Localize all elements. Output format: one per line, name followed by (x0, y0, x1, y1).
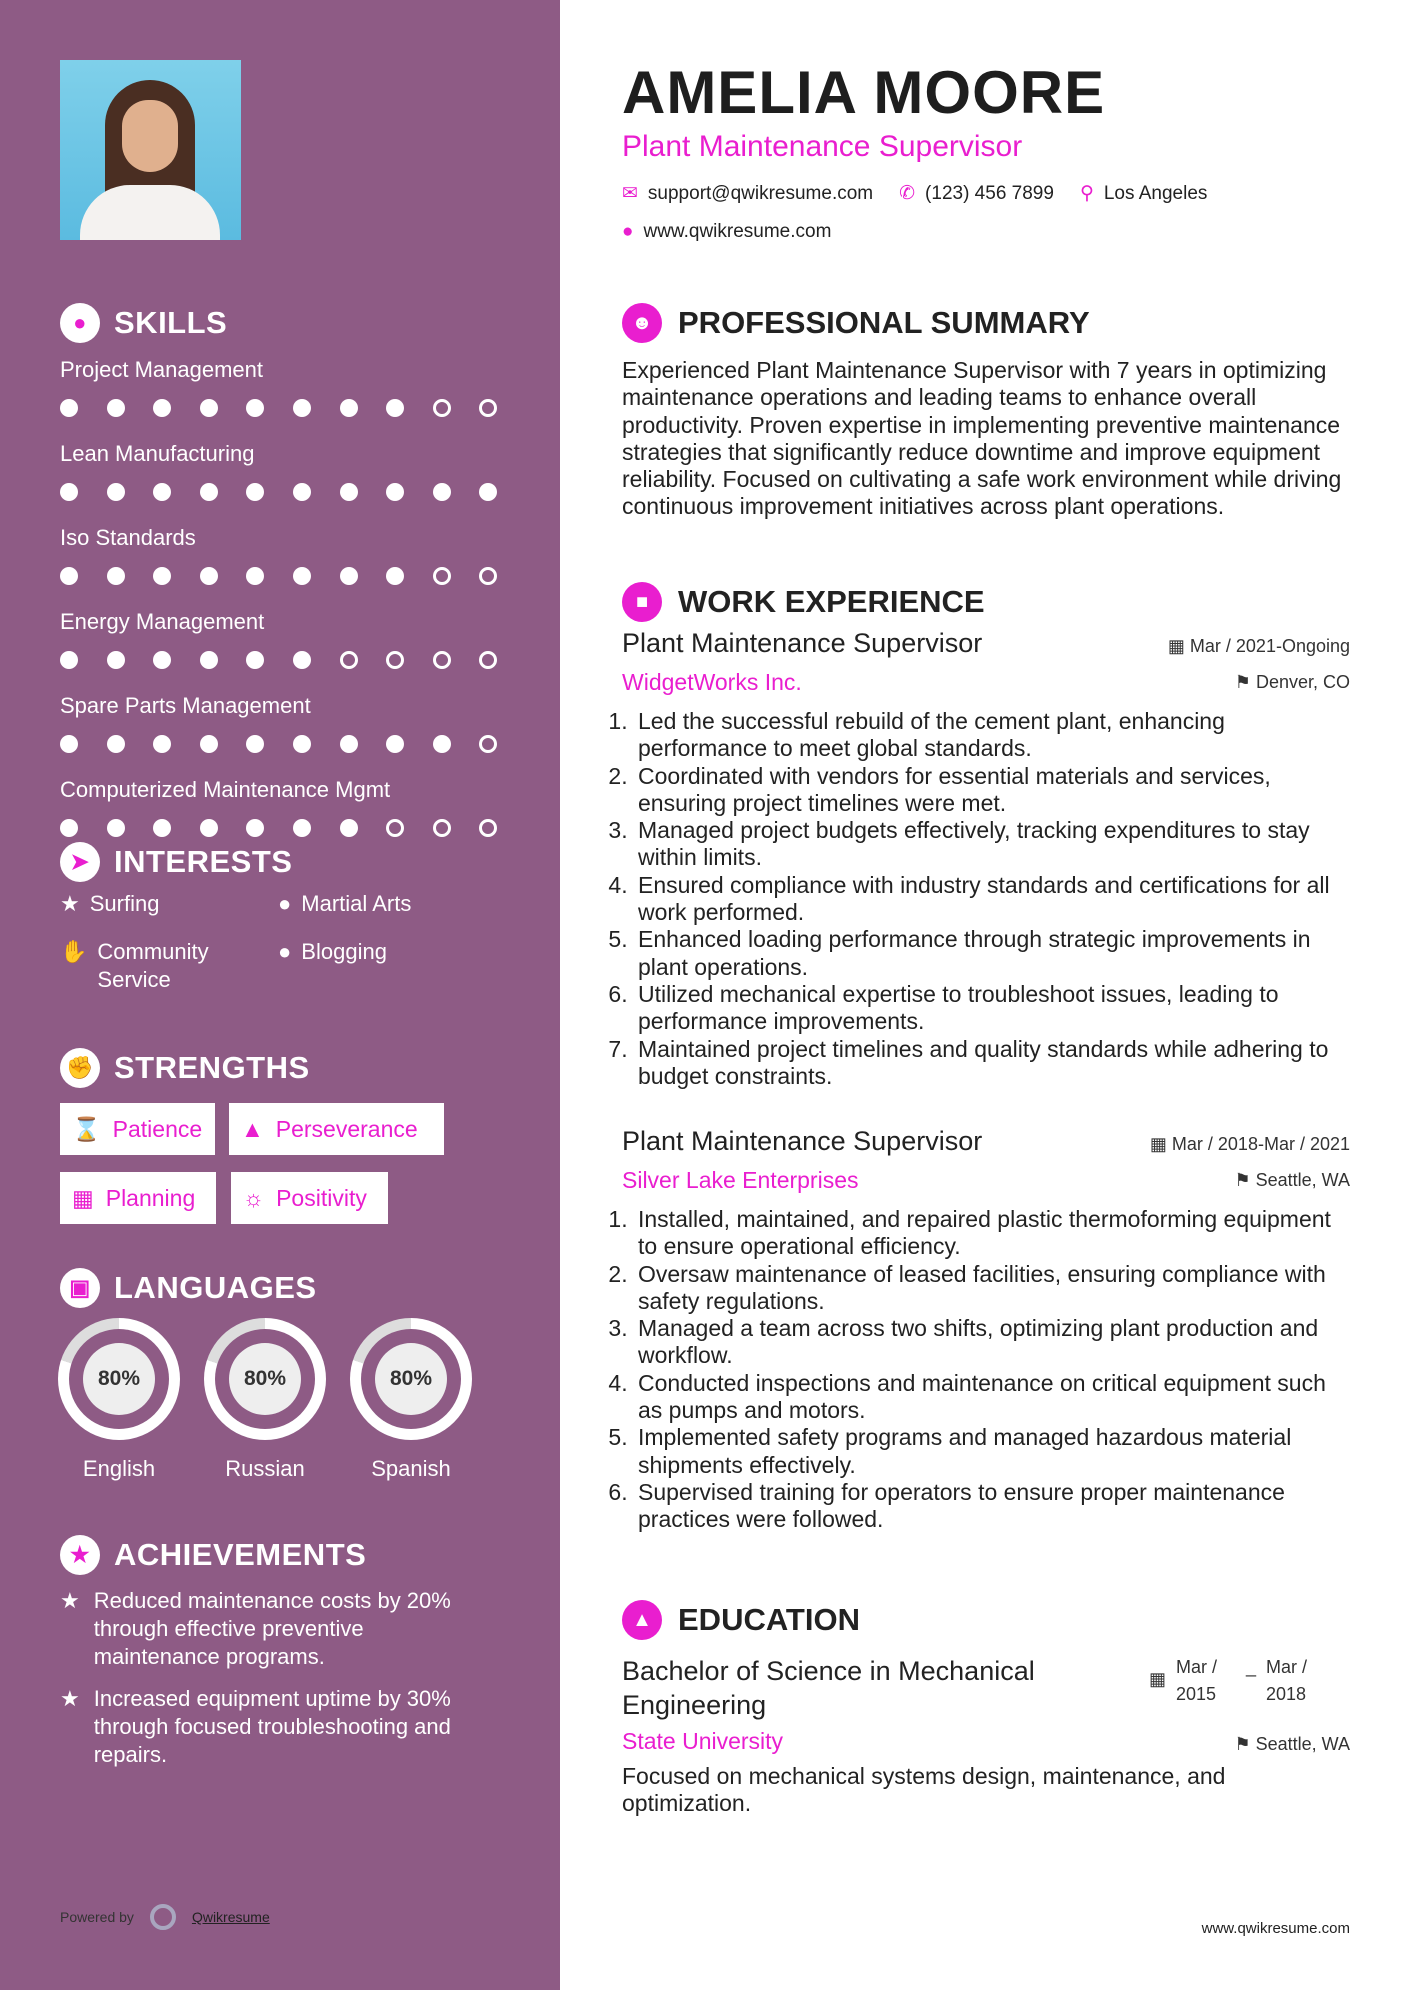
empty-dot (479, 567, 497, 585)
strengths-heading-text: STRENGTHS (114, 1050, 310, 1085)
filled-dot (293, 567, 311, 585)
shooting-star-icon: ★ (60, 1588, 80, 1613)
job-title: Plant Maintenance Supervisor (622, 1126, 983, 1156)
empty-dot (386, 651, 404, 669)
email-contact (622, 182, 873, 205)
hourglass-icon: ⌛ (72, 1115, 101, 1142)
pushpin-icon: ⚑ (1234, 672, 1251, 692)
phone-text: (123) 456 7899 (925, 182, 1054, 204)
powered-by-text: Powered by (60, 1909, 134, 1925)
briefcase-icon: ■ (622, 582, 662, 622)
job-entry (622, 628, 1350, 1090)
language-item (204, 1318, 326, 1482)
filled-dot (340, 819, 358, 837)
star-icon: ★ (60, 891, 80, 916)
filled-dot (107, 651, 125, 669)
candidate-name: AMELIA MOORE (622, 59, 1106, 126)
location-text: Denver, CO (1255, 672, 1350, 692)
skill-item (60, 609, 530, 669)
calendar-icon: ▦ (1167, 636, 1185, 656)
empty-dot (433, 819, 451, 837)
paper-plane-icon: ➤ (60, 842, 100, 882)
achievements-section (60, 1535, 490, 1783)
languages-heading-text: LANGUAGES (114, 1270, 317, 1305)
summary-heading-text: PROFESSIONAL SUMMARY (678, 305, 1090, 340)
skills-section (60, 303, 530, 861)
footer-website: www.qwikresume.com (1201, 1920, 1350, 1937)
lightbulb-icon: ● (60, 303, 100, 343)
filled-dot (60, 735, 78, 753)
job-dates (1168, 636, 1350, 657)
website-contact (622, 221, 1350, 243)
filled-dot (340, 399, 358, 417)
strength-chip (60, 1172, 216, 1224)
job-entry (622, 1126, 1350, 1534)
map-pin-icon: ⚲ (1079, 183, 1094, 204)
empty-dot (340, 651, 358, 669)
filled-dot (200, 819, 218, 837)
filled-dot (200, 735, 218, 753)
duty-item: 7. Maintained project timelines and quality standards while adhering to budget constraints. (634, 1036, 1350, 1091)
achievements-heading-text: ACHIEVEMENTS (114, 1537, 367, 1572)
interest-item (278, 890, 411, 918)
language-progress-ring (58, 1318, 180, 1440)
skill-label: Spare Parts Management (60, 693, 311, 718)
skill-rating (60, 399, 530, 417)
interests-heading (60, 842, 530, 882)
education-location (1234, 1734, 1350, 1755)
filled-dot (200, 567, 218, 585)
filled-dot (153, 483, 171, 501)
interests-section (60, 842, 530, 882)
skill-rating (60, 483, 530, 501)
calendar-icon: ▦ (1149, 1134, 1167, 1154)
qwikresume-link[interactable]: Qwikresume (191, 1909, 270, 1925)
filled-dot (246, 735, 264, 753)
duty-item: 1. Led the successful rebuild of the cement plant, enhancing performance to meet global standards. (634, 708, 1350, 763)
location-text: Seattle, WA (1255, 1734, 1350, 1754)
empty-dot (386, 819, 404, 837)
strength-label: Planning (105, 1184, 196, 1211)
strengths-section (60, 1048, 310, 1088)
skills-heading-text: SKILLS (114, 305, 228, 340)
filled-dot (60, 651, 78, 669)
skills-heading (60, 303, 530, 343)
website-link[interactable]: www.qwikresume.com (643, 221, 832, 242)
duty-item: 6. Supervised training for operators to ensure proper maintenance practices were followed. (634, 1479, 1350, 1534)
pushpin-icon: ⚑ (1234, 1170, 1251, 1190)
interest-label: Surfing (89, 891, 160, 916)
filled-dot (200, 651, 218, 669)
filled-dot (293, 483, 311, 501)
filled-dot (107, 483, 125, 501)
empty-dot (479, 735, 497, 753)
interest-label: Martial Arts (301, 891, 412, 916)
sun-icon: ☼ (243, 1184, 265, 1211)
fist-icon: ✊ (60, 1048, 100, 1088)
skill-label: Iso Standards (60, 525, 196, 550)
empty-dot (479, 651, 497, 669)
achievements-heading (60, 1535, 490, 1575)
users-icon: ● (278, 939, 292, 964)
duty-item: 5. Enhanced loading performance through strategic improvements in plant operations. (634, 926, 1350, 981)
filled-dot (386, 399, 404, 417)
language-percent: 80% (229, 1343, 301, 1415)
filled-dot (153, 735, 171, 753)
filled-dot (60, 819, 78, 837)
empty-dot (479, 399, 497, 417)
calendar-icon: ▦ (1148, 1669, 1166, 1689)
filled-dot (153, 399, 171, 417)
filled-dot (246, 567, 264, 585)
phone-contact (899, 182, 1054, 205)
date-text: Mar / 2018-Mar / 2021 (1171, 1134, 1350, 1154)
language-percent: 80% (83, 1343, 155, 1415)
empty-dot (433, 651, 451, 669)
duty-item: 3. Managed a team across two shifts, optimizing plant production and workflow. (634, 1315, 1350, 1370)
pushpin-icon: ⚑ (1234, 1734, 1251, 1754)
envelope-icon: ✉ (622, 183, 638, 204)
translate-icon: ▣ (60, 1268, 100, 1308)
filled-dot (433, 483, 451, 501)
skill-rating (60, 735, 530, 753)
filled-dot (340, 735, 358, 753)
location-contact (1080, 182, 1207, 205)
duty-item: 4. Conducted inspections and maintenance on critical equipment such as pumps and motors. (634, 1370, 1350, 1425)
date-text: Mar / 2021-Ongoing (1189, 636, 1350, 656)
filled-dot (293, 651, 311, 669)
candidate-title: Plant Maintenance Supervisor (622, 130, 1023, 163)
header (622, 58, 1350, 243)
filled-dot (433, 735, 451, 753)
sidebar (0, 0, 560, 1990)
filled-dot (60, 399, 78, 417)
summary-section (622, 303, 1350, 521)
job-location (1235, 672, 1350, 693)
skill-label: Computerized Maintenance Mgmt (60, 777, 391, 802)
globe-icon: ● (278, 891, 292, 916)
interest-item (278, 938, 387, 966)
filled-dot (386, 567, 404, 585)
graduation-icon: ▲ (622, 1600, 662, 1640)
achievement-text: Increased equipment uptime by 30% through focused troubleshooting and repairs. (93, 1686, 451, 1767)
language-name: Spanish (371, 1456, 451, 1481)
fist-icon: ✋ (60, 939, 88, 964)
language-name: English (82, 1456, 156, 1481)
skill-item (60, 777, 530, 837)
education-heading (622, 1600, 1350, 1640)
skill-label: Energy Management (60, 609, 265, 634)
education-text: Focused on mechanical systems design, maintenance, and optimization. (622, 1763, 1226, 1817)
job-location (1234, 1170, 1350, 1191)
filled-dot (386, 735, 404, 753)
qwikresume-logo-icon (150, 1904, 176, 1930)
company-name: Silver Lake Enterprises (622, 1167, 859, 1193)
powered-by (60, 1904, 270, 1930)
strength-chip (229, 1103, 444, 1155)
languages-heading (60, 1268, 317, 1308)
filled-dot (107, 399, 125, 417)
languages-section (60, 1268, 317, 1308)
experience-section (622, 582, 1350, 622)
language-progress-ring (350, 1318, 472, 1440)
education-dates (1149, 1654, 1326, 1708)
skill-item (60, 357, 530, 417)
duties-list (616, 1206, 1350, 1534)
interests-heading-text: INTERESTS (114, 844, 293, 879)
date-separator: _ (1245, 1657, 1256, 1677)
interest-item (60, 890, 159, 918)
globe-icon: ● (622, 221, 634, 242)
summary-text: Experienced Plant Maintenance Supervisor with 7 years in optimizing maintenance operations and leading teams to enhance overall productivity. Proven expertise in implementing preventive maintenance strategies that significantly reduce downtime and improve equipment reliability. Focused on cultivating a safe work environment while driving continuous improvement initiatives across plant operations. (622, 357, 1342, 520)
skill-item (60, 693, 530, 753)
filled-dot (60, 567, 78, 585)
shooting-star-icon: ★ (60, 1686, 80, 1711)
school: State University (622, 1728, 784, 1754)
strength-label: Patience (112, 1115, 203, 1142)
company-name: WidgetWorks Inc. (622, 669, 802, 695)
skill-item (60, 525, 530, 585)
experience-heading (622, 582, 1350, 622)
experience-heading-text: WORK EXPERIENCE (678, 584, 985, 619)
duty-item: 3. Managed project budgets effectively, tracking expenditures to stay within limits. (634, 817, 1350, 872)
language-name: Russian (225, 1456, 305, 1481)
strength-label: Positivity (276, 1184, 367, 1211)
duty-item: 6. Utilized mechanical expertise to troubleshoot issues, leading to performance improvements. (634, 981, 1350, 1036)
duty-item: 2. Oversaw maintenance of leased facilities, ensuring compliance with safety regulations. (634, 1261, 1350, 1316)
start-date: Mar / 2015 (1175, 1657, 1217, 1704)
location-text: Los Angeles (1103, 182, 1208, 204)
duty-item: 1. Installed, maintained, and repaired plastic thermoforming equipment to ensure operational efficiency. (634, 1206, 1350, 1261)
filled-dot (340, 483, 358, 501)
email-link[interactable]: support@qwikresume.com (647, 182, 874, 204)
filled-dot (246, 399, 264, 417)
user-icon: ☻ (622, 303, 662, 343)
empty-dot (479, 819, 497, 837)
filled-dot (293, 735, 311, 753)
skill-rating (60, 651, 530, 669)
filled-dot (246, 651, 264, 669)
filled-dot (386, 483, 404, 501)
filled-dot (479, 483, 497, 501)
location-text: Seattle, WA (1255, 1170, 1350, 1190)
filled-dot (153, 567, 171, 585)
language-item (350, 1318, 472, 1482)
interest-label: Blogging (301, 939, 387, 964)
language-percent: 80% (375, 1343, 447, 1415)
filled-dot (153, 651, 171, 669)
strengths-heading (60, 1048, 310, 1088)
degree: Bachelor of Science in Mechanical Engineering (622, 1656, 1035, 1720)
skill-label: Project Management (60, 357, 263, 382)
empty-dot (433, 399, 451, 417)
job-dates (1150, 1134, 1350, 1155)
skill-label: Lean Manufacturing (60, 441, 255, 466)
language-progress-ring (204, 1318, 326, 1440)
filled-dot (107, 735, 125, 753)
filled-dot (200, 399, 218, 417)
calendar-icon: ▦ (72, 1184, 94, 1211)
interest-label: Community Service (97, 939, 209, 992)
language-item (58, 1318, 180, 1482)
filled-dot (60, 483, 78, 501)
filled-dot (246, 819, 264, 837)
duty-item: 4. Ensured compliance with industry standards and certifications for all work performed. (634, 872, 1350, 927)
strength-label: Perseverance (275, 1115, 418, 1142)
achievement-item (60, 1685, 490, 1769)
skill-item (60, 441, 530, 501)
education-section (622, 1600, 1350, 1818)
filled-dot (293, 399, 311, 417)
duties-list (616, 708, 1350, 1090)
skill-rating (60, 567, 530, 585)
filled-dot (107, 567, 125, 585)
filled-dot (340, 567, 358, 585)
education-heading-text: EDUCATION (678, 1602, 860, 1637)
skill-rating (60, 819, 530, 837)
star-icon: ★ (60, 1535, 100, 1575)
filled-dot (200, 483, 218, 501)
duty-item: 2. Coordinated with vendors for essential materials and services, ensuring project timelines were met. (634, 763, 1350, 818)
summary-heading (622, 303, 1350, 343)
strength-chip (231, 1172, 388, 1224)
empty-dot (433, 567, 451, 585)
filled-dot (293, 819, 311, 837)
duty-item: 5. Implemented safety programs and managed hazardous material shipments effectively. (634, 1424, 1350, 1479)
strength-chip (60, 1103, 215, 1155)
achievement-text: Reduced maintenance costs by 20% through effective preventive maintenance programs. (93, 1588, 451, 1669)
achievement-item (60, 1587, 490, 1671)
filled-dot (246, 483, 264, 501)
filled-dot (153, 819, 171, 837)
end-date: Mar / 2018 (1266, 1657, 1308, 1704)
road-icon: ▲ (241, 1115, 264, 1142)
interest-item (60, 938, 260, 994)
phone-icon: ✆ (899, 183, 916, 204)
filled-dot (107, 819, 125, 837)
profile-photo (60, 60, 241, 240)
job-title: Plant Maintenance Supervisor (622, 628, 983, 658)
